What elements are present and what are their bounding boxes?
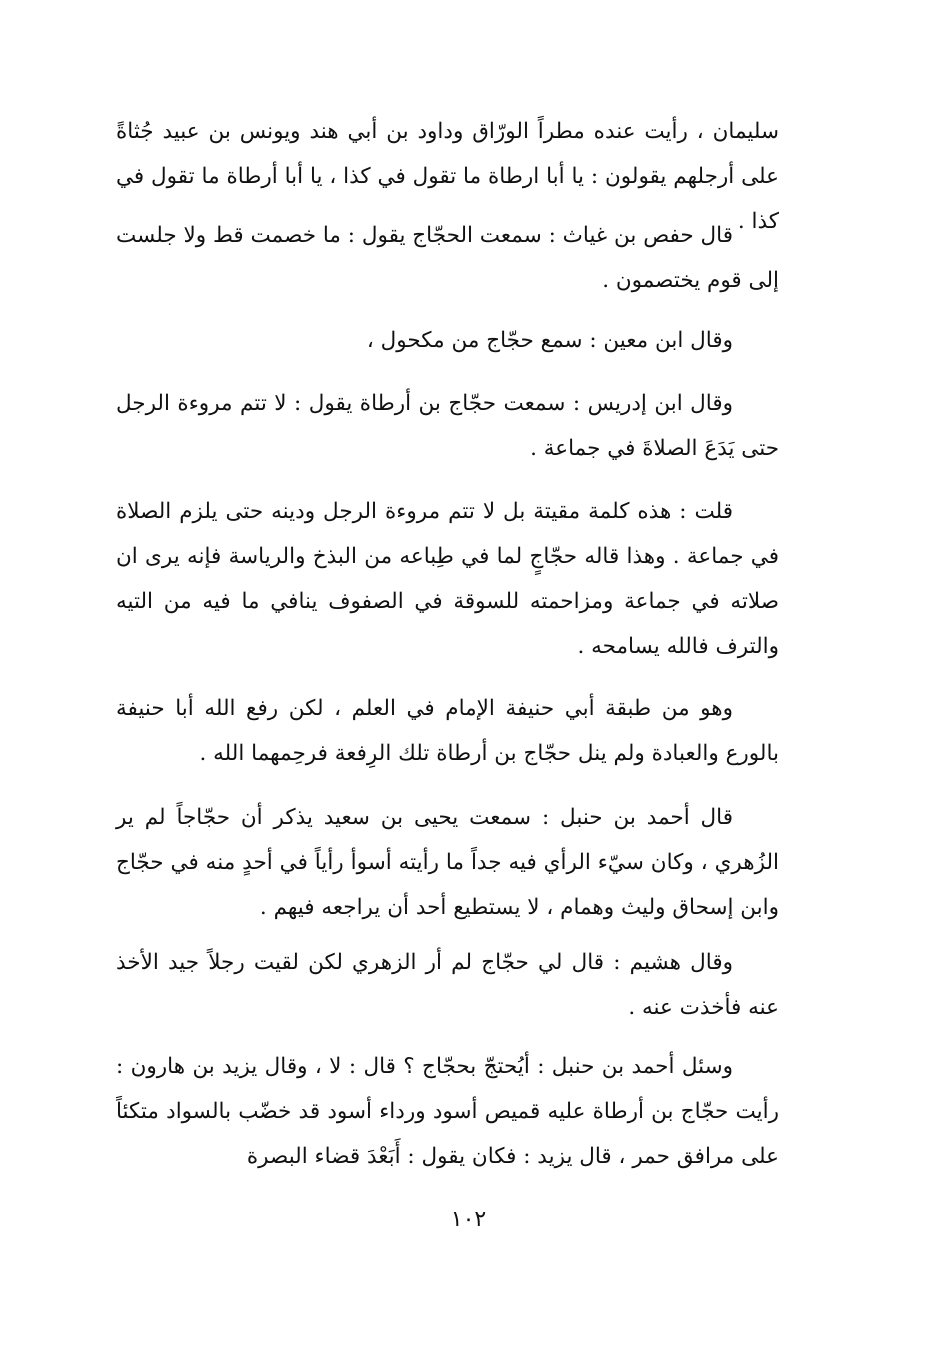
paragraph-5: قلت : هذه كلمة مقيتة بل لا تتم مروءة الرجل ودينه حتى يلزم الصلاة في جماعة . وهذا قاله حجّاجٍ لما في طِباعه من البذخ والرياسة فإنه يرى ان صلاته في جماعة ومزاحمته للسوقة في الصفوف ينافي ما فيه من التيه والترف فالله يسامحه . <box>116 499 779 659</box>
paragraph-9: وسئل أحمد بن حنبل : أيُحتجّ بحجّاج ؟ قال : لا ، وقال يزيد بن هارون : رأيت حجّاج بن أرطاة عليه قميص أسود ورداء أسود قد خضّب بالسواد متكئاً على مرافق حمر ، قال يزيد : فكان يقول : أَبَعْدَ قضاء البصرة <box>116 1054 779 1169</box>
paragraph-6: وهو من طبقة أبي حنيفة الإمام في العلم ، لكن رفع الله أبا حنيفة بالورع والعبادة ولم ينل حجّاج بن أرطاة تلك الرِفعة فرحِمهما الله . <box>116 696 779 766</box>
paragraph-1: سليمان ، رأيت عنده مطراً الورّاق وداود بن أبي هند ويونس بن عبيد جُثاةً على أرجلهم يقولون : يا أبا ارطاة ما تقول في كذا ، يا أبا أرطاة ما تقول في كذا . <box>116 119 779 234</box>
page-number: ١٠٢ <box>450 1207 487 1232</box>
paragraph-3: وقال ابن معين : سمع حجّاج من مكحول ، <box>366 328 733 353</box>
paragraph-7: قال أحمد بن حنبل : سمعت يحيى بن سعيد يذكر أن حجّاجاً لم ير الزُهري ، وكان سيّء الرأي فيه جداً ما رأيته أسوأ رأياً في أحدٍ منه في حجّاج وابن إسحاق وليث وهمام ، لا يستطيع أحد أن يراجعه فيهم . <box>116 805 779 920</box>
paragraph-4: وقال ابن إدريس : سمعت حجّاج بن أرطاة يقول : لا تتم مروءة الرجل حتى يَدَعَ الصلاةَ في جماعة . <box>116 391 779 461</box>
paragraph-2: قال حفص بن غياث : سمعت الحجّاج يقول : ما خصمت قط ولا جلست إلى قوم يختصمون . <box>116 223 779 293</box>
paragraph-8: وقال هشيم : قال لي حجّاج لم أر الزهري لكن لقيت رجلاً جيد الأخذ عنه فأخذت عنه . <box>116 950 779 1020</box>
